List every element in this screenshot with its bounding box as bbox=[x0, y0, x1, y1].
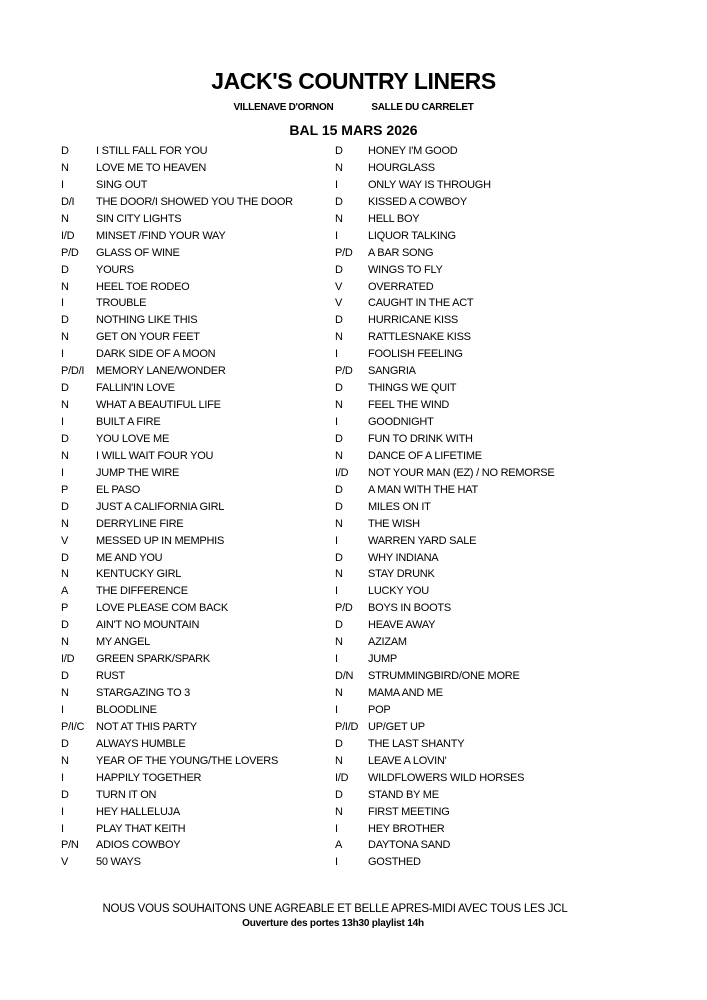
playlist-row bbox=[335, 516, 635, 533]
song-title: FUN TO DRINK WITH bbox=[368, 432, 473, 445]
playlist-row bbox=[335, 702, 635, 719]
page-title: JACK'S COUNTRY LINERS bbox=[211, 68, 496, 94]
song-title: EL PASO bbox=[96, 483, 141, 496]
dance-code: D bbox=[335, 551, 343, 564]
playlist-row bbox=[335, 685, 635, 702]
song-title: UP/GET UP bbox=[368, 720, 425, 733]
dance-code: N bbox=[335, 636, 343, 649]
song-title: HEEL TOE RODEO bbox=[96, 280, 190, 293]
dance-code: N bbox=[61, 517, 69, 530]
dance-code: P/D bbox=[335, 602, 353, 615]
playlist-row bbox=[61, 617, 341, 634]
event-location: VILLENAVE D'ORNON bbox=[233, 102, 334, 113]
playlist-row bbox=[335, 634, 635, 651]
playlist-row bbox=[61, 397, 341, 414]
song-title: RUST bbox=[96, 670, 125, 683]
playlist-row bbox=[61, 211, 341, 228]
playlist-row bbox=[335, 787, 635, 804]
dance-code: D bbox=[61, 670, 69, 683]
playlist-row bbox=[335, 194, 635, 211]
dance-code: D bbox=[61, 145, 69, 157]
playlist-row bbox=[61, 414, 341, 431]
playlist-row bbox=[61, 702, 341, 719]
song-title: GOSTHED bbox=[368, 856, 421, 869]
dance-code: N bbox=[61, 449, 69, 462]
playlist-row bbox=[335, 329, 635, 346]
playlist-row bbox=[61, 787, 341, 804]
playlist-row bbox=[61, 499, 341, 516]
playlist-row bbox=[335, 143, 635, 160]
dance-code: I bbox=[335, 534, 338, 547]
song-title: TURN IT ON bbox=[96, 788, 157, 801]
dance-code: I bbox=[61, 771, 64, 784]
playlist-row bbox=[61, 736, 341, 753]
song-title: HURRICANE KISS bbox=[368, 314, 459, 327]
playlist-row bbox=[61, 363, 341, 380]
dance-code: D bbox=[61, 432, 69, 445]
song-title: WHY INDIANA bbox=[368, 551, 439, 564]
dance-code: I bbox=[335, 178, 338, 191]
song-title: HEY HALLELUJA bbox=[96, 805, 180, 818]
playlist-row bbox=[335, 854, 635, 871]
dance-code: V bbox=[335, 297, 343, 310]
playlist-row bbox=[61, 854, 341, 871]
song-title: STAND BY ME bbox=[368, 788, 439, 801]
playlist-row bbox=[61, 482, 341, 499]
song-title: MAMA AND ME bbox=[368, 687, 443, 699]
playlist-row bbox=[61, 465, 341, 482]
playlist-row bbox=[335, 753, 635, 770]
dance-code: D bbox=[61, 737, 69, 750]
dance-code: D bbox=[335, 500, 343, 513]
dance-code: I bbox=[61, 805, 64, 818]
dance-code: V bbox=[335, 280, 343, 293]
song-title: STRUMMINGBIRD/ONE MORE bbox=[368, 670, 520, 683]
song-title: SANGRIA bbox=[368, 365, 416, 378]
playlist-row bbox=[61, 346, 341, 363]
playlist-row bbox=[61, 600, 341, 617]
dance-code: N bbox=[335, 754, 343, 767]
dance-code: D bbox=[61, 382, 69, 395]
event-venue: SALLE DU CARRELET bbox=[371, 102, 474, 113]
playlist-row bbox=[335, 312, 635, 329]
playlist-row bbox=[335, 804, 635, 821]
playlist-row bbox=[335, 211, 635, 228]
song-title: NOT AT THIS PARTY bbox=[96, 720, 197, 733]
song-title: NOT YOUR MAN (EZ) / NO REMORSE bbox=[368, 466, 555, 479]
song-title: BOYS IN BOOTS bbox=[368, 602, 451, 615]
song-title: LUCKY YOU bbox=[368, 585, 429, 598]
playlist-row bbox=[61, 295, 341, 312]
dance-code: D bbox=[335, 788, 343, 801]
song-title: MESSED UP IN MEMPHIS bbox=[96, 534, 225, 547]
playlist-row bbox=[61, 533, 341, 550]
playlist-row bbox=[335, 279, 635, 296]
dance-code: N bbox=[335, 568, 343, 581]
song-title: FALLIN'IN LOVE bbox=[96, 382, 175, 395]
song-title: BUILT A FIRE bbox=[96, 416, 161, 428]
dance-code: I bbox=[335, 229, 338, 242]
playlist-row bbox=[61, 431, 341, 448]
song-title: THE LAST SHANTY bbox=[368, 737, 465, 750]
playlist-row bbox=[61, 651, 341, 668]
song-title: KISSED A COWBOY bbox=[368, 195, 467, 208]
playlist-row bbox=[335, 431, 635, 448]
song-title: DARK SIDE OF A MOON bbox=[96, 348, 216, 361]
dance-code: N bbox=[335, 161, 343, 174]
dance-code: P/D/I bbox=[61, 365, 85, 378]
dance-code: V bbox=[61, 856, 69, 869]
dance-code: N bbox=[335, 212, 343, 225]
dance-code: D bbox=[61, 314, 69, 327]
playlist-row bbox=[61, 380, 341, 397]
dance-code: I/D bbox=[335, 771, 349, 784]
dance-code: P/D bbox=[335, 365, 353, 378]
dance-code: N bbox=[61, 212, 69, 225]
playlist-row bbox=[335, 600, 635, 617]
dance-code: N bbox=[61, 161, 69, 174]
song-title: DANCE OF A LIFETIME bbox=[368, 449, 482, 462]
playlist-row bbox=[335, 651, 635, 668]
playlist-row bbox=[335, 160, 635, 177]
playlist-row bbox=[335, 719, 635, 736]
song-title: AZIZAM bbox=[368, 636, 407, 649]
dance-code: D bbox=[61, 263, 69, 276]
song-title: GET ON YOUR FEET bbox=[96, 331, 200, 344]
dance-code: N bbox=[61, 687, 69, 699]
song-title: PLAY THAT KEITH bbox=[96, 822, 186, 835]
song-title: I STILL FALL FOR YOU bbox=[96, 145, 208, 157]
song-title: GOODNIGHT bbox=[368, 416, 434, 428]
playlist-row bbox=[61, 160, 341, 177]
song-title: MEMORY LANE/WONDER bbox=[96, 365, 226, 378]
playlist-row bbox=[61, 821, 341, 838]
playlist-row bbox=[335, 245, 635, 262]
song-title: SING OUT bbox=[96, 178, 148, 191]
playlist-row bbox=[335, 617, 635, 634]
song-title: WHAT A BEAUTIFUL LIFE bbox=[96, 399, 221, 412]
song-title: BLOODLINE bbox=[96, 703, 157, 716]
dance-code: N bbox=[335, 399, 343, 412]
playlist-row bbox=[61, 566, 341, 583]
dance-code: N bbox=[335, 449, 343, 462]
song-title: POP bbox=[368, 703, 391, 716]
song-title: AIN'T NO MOUNTAIN bbox=[96, 619, 200, 632]
song-title: CAUGHT IN THE ACT bbox=[368, 297, 474, 310]
song-title: NOTHING LIKE THIS bbox=[96, 314, 198, 327]
dance-code: I bbox=[61, 466, 64, 479]
dance-code: I bbox=[61, 178, 64, 191]
song-title: OVERRATED bbox=[368, 280, 434, 293]
playlist-row bbox=[61, 753, 341, 770]
song-title: SIN CITY LIGHTS bbox=[96, 212, 182, 225]
playlist-row bbox=[61, 550, 341, 567]
song-title: A BAR SONG bbox=[368, 246, 434, 259]
playlist-row bbox=[335, 397, 635, 414]
dance-code: N bbox=[61, 331, 69, 344]
song-title: HELL BOY bbox=[368, 212, 420, 225]
song-title: THE DIFFERENCE bbox=[96, 585, 188, 598]
dance-code: I bbox=[61, 297, 64, 310]
playlist-row bbox=[61, 262, 341, 279]
playlist-row bbox=[61, 804, 341, 821]
playlist-row bbox=[61, 143, 341, 160]
dance-code: I bbox=[61, 703, 64, 716]
dance-code: A bbox=[61, 585, 69, 598]
song-title: MINSET /FIND YOUR WAY bbox=[96, 229, 226, 242]
song-title: HAPPILY TOGETHER bbox=[96, 771, 202, 784]
playlist-row bbox=[61, 668, 341, 685]
dance-code: V bbox=[61, 534, 69, 547]
playlist-row bbox=[61, 837, 341, 854]
song-title: 50 WAYS bbox=[96, 856, 141, 869]
song-title: STARGAZING TO 3 bbox=[96, 687, 191, 699]
dance-code: I bbox=[335, 585, 338, 598]
song-title: I WILL WAIT FOUR YOU bbox=[96, 449, 214, 462]
dance-code: D bbox=[61, 500, 69, 513]
dance-code: N bbox=[61, 636, 69, 649]
playlist-row bbox=[61, 194, 341, 211]
dance-code: D/I bbox=[61, 195, 75, 208]
song-title: GREEN SPARK/SPARK bbox=[96, 653, 210, 666]
song-title: RATTLESNAKE KISS bbox=[368, 331, 471, 344]
song-title: THE DOOR/I SHOWED YOU THE DOOR bbox=[96, 195, 293, 208]
playlist-row bbox=[61, 329, 341, 346]
event-location-line bbox=[0, 101, 707, 115]
song-title: STAY DRUNK bbox=[368, 568, 435, 581]
dance-code: N bbox=[61, 754, 69, 767]
dance-code: N bbox=[335, 805, 343, 818]
song-title: JUST A CALIFORNIA GIRL bbox=[96, 500, 225, 513]
playlist-right-column bbox=[335, 143, 635, 871]
dance-code: I bbox=[61, 348, 64, 361]
playlist-row bbox=[61, 685, 341, 702]
dance-code: N bbox=[61, 280, 69, 293]
dance-code: N bbox=[335, 517, 343, 530]
song-title: JUMP THE WIRE bbox=[96, 466, 180, 479]
song-title: HEAVE AWAY bbox=[368, 619, 436, 632]
song-title: LOVE PLEASE COM BACK bbox=[96, 602, 228, 615]
song-title: HONEY I'M GOOD bbox=[368, 145, 458, 157]
dance-code: D bbox=[335, 432, 343, 445]
dance-code: N bbox=[335, 687, 343, 699]
dance-code: I/D bbox=[335, 466, 349, 479]
song-title: KENTUCKY GIRL bbox=[96, 568, 182, 581]
song-title: FEEL THE WIND bbox=[368, 399, 450, 412]
dance-code: I bbox=[335, 348, 338, 361]
playlist-row bbox=[335, 583, 635, 600]
playlist-row bbox=[61, 279, 341, 296]
song-title: DAYTONA SAND bbox=[368, 839, 451, 852]
playlist-row bbox=[335, 177, 635, 194]
dance-code: D bbox=[335, 619, 343, 632]
dance-code: I bbox=[61, 822, 64, 835]
dance-code: D bbox=[335, 263, 343, 276]
dance-code: I/D bbox=[61, 653, 75, 666]
song-title: FIRST MEETING bbox=[368, 805, 450, 818]
dance-code: D bbox=[61, 551, 69, 564]
song-title: HOURGLASS bbox=[368, 161, 435, 174]
dance-code: N bbox=[61, 399, 69, 412]
playlist-row bbox=[335, 482, 635, 499]
dance-code: I bbox=[61, 416, 64, 428]
song-title: ME AND YOU bbox=[96, 551, 163, 564]
song-title: WILDFLOWERS WILD HORSES bbox=[368, 771, 525, 784]
dance-code: N bbox=[61, 568, 69, 581]
song-title: ONLY WAY IS THROUGH bbox=[368, 178, 491, 191]
song-title: THE WISH bbox=[368, 517, 420, 530]
playlist-row bbox=[335, 770, 635, 787]
playlist-row bbox=[61, 634, 341, 651]
playlist-row bbox=[61, 245, 341, 262]
song-title: ALWAYS HUMBLE bbox=[96, 737, 186, 750]
dance-code: P/D bbox=[335, 246, 353, 259]
dance-code: D/N bbox=[335, 670, 354, 683]
song-title: THINGS WE QUIT bbox=[368, 382, 457, 395]
dance-code: D bbox=[335, 314, 343, 327]
dance-code: D bbox=[61, 619, 69, 632]
playlist-row bbox=[335, 821, 635, 838]
dance-code: I/D bbox=[61, 229, 75, 242]
song-title: GLASS OF WINE bbox=[96, 246, 180, 259]
event-date: BAL 15 MARS 2026 bbox=[289, 122, 418, 138]
dance-code: P/I/C bbox=[61, 720, 85, 733]
song-title: YOURS bbox=[96, 263, 134, 276]
dance-code: I bbox=[335, 703, 338, 716]
dance-code: D bbox=[335, 483, 343, 496]
dance-code: P/D bbox=[61, 246, 79, 259]
song-title: ADIOS COWBOY bbox=[96, 839, 181, 852]
song-title: MY ANGEL bbox=[96, 636, 151, 649]
playlist-row bbox=[61, 770, 341, 787]
playlist-row bbox=[335, 380, 635, 397]
dance-code: P/I/D bbox=[335, 720, 359, 733]
dance-code: D bbox=[61, 788, 69, 801]
song-title: WARREN YARD SALE bbox=[368, 534, 477, 547]
song-title: YEAR OF THE YOUNG/THE LOVERS bbox=[96, 754, 279, 767]
song-title: FOOLISH FEELING bbox=[368, 348, 463, 361]
playlist-row bbox=[335, 499, 635, 516]
dance-code: A bbox=[335, 839, 343, 852]
playlist-row bbox=[335, 448, 635, 465]
playlist-row bbox=[61, 583, 341, 600]
song-title: WINGS TO FLY bbox=[368, 263, 443, 276]
dance-code: P bbox=[61, 483, 69, 496]
playlist-row bbox=[61, 228, 341, 245]
playlist-row bbox=[335, 414, 635, 431]
dance-code: N bbox=[335, 331, 343, 344]
playlist-row bbox=[335, 228, 635, 245]
footer-message: NOUS VOUS SOUHAITONS UNE AGREABLE ET BELLE APRES-MIDI AVEC TOUS LES JCL bbox=[102, 903, 568, 915]
playlist-left-column bbox=[61, 143, 341, 871]
playlist-row bbox=[335, 262, 635, 279]
dance-code: D bbox=[335, 145, 343, 157]
playlist-row bbox=[335, 363, 635, 380]
dance-code: D bbox=[335, 737, 343, 750]
song-title: HEY BROTHER bbox=[368, 822, 445, 835]
dance-code: P bbox=[61, 602, 69, 615]
playlist-row bbox=[335, 837, 635, 854]
playlist-row bbox=[335, 533, 635, 550]
dance-code: I bbox=[335, 856, 338, 869]
song-title: LIQUOR TALKING bbox=[368, 229, 456, 242]
song-title: LOVE ME TO HEAVEN bbox=[96, 161, 207, 174]
song-title: JUMP bbox=[368, 653, 397, 666]
dance-code: P/N bbox=[61, 839, 79, 852]
playlist-row bbox=[61, 177, 341, 194]
song-title: A MAN WITH THE HAT bbox=[368, 483, 478, 496]
dance-code: I bbox=[335, 822, 338, 835]
playlist-row bbox=[61, 719, 341, 736]
playlist-row bbox=[61, 448, 341, 465]
song-title: LEAVE A LOVIN' bbox=[368, 754, 447, 767]
playlist-row bbox=[61, 516, 341, 533]
dance-code: I bbox=[335, 653, 338, 666]
playlist-row bbox=[335, 736, 635, 753]
dance-code: D bbox=[335, 195, 343, 208]
footer-opening-times: Ouverture des portes 13h30 playlist 14h bbox=[242, 918, 424, 929]
song-title: MILES ON IT bbox=[368, 500, 431, 513]
playlist-row bbox=[335, 346, 635, 363]
song-title: YOU LOVE ME bbox=[96, 432, 170, 445]
playlist-row bbox=[335, 668, 635, 685]
song-title: DERRYLINE FIRE bbox=[96, 517, 184, 530]
playlist-row bbox=[335, 550, 635, 567]
song-title: TROUBLE bbox=[96, 297, 147, 310]
playlist-row bbox=[335, 465, 635, 482]
dance-code: I bbox=[335, 416, 338, 428]
playlist-row bbox=[61, 312, 341, 329]
dance-code: D bbox=[335, 382, 343, 395]
playlist-row bbox=[335, 295, 635, 312]
playlist-row bbox=[335, 566, 635, 583]
